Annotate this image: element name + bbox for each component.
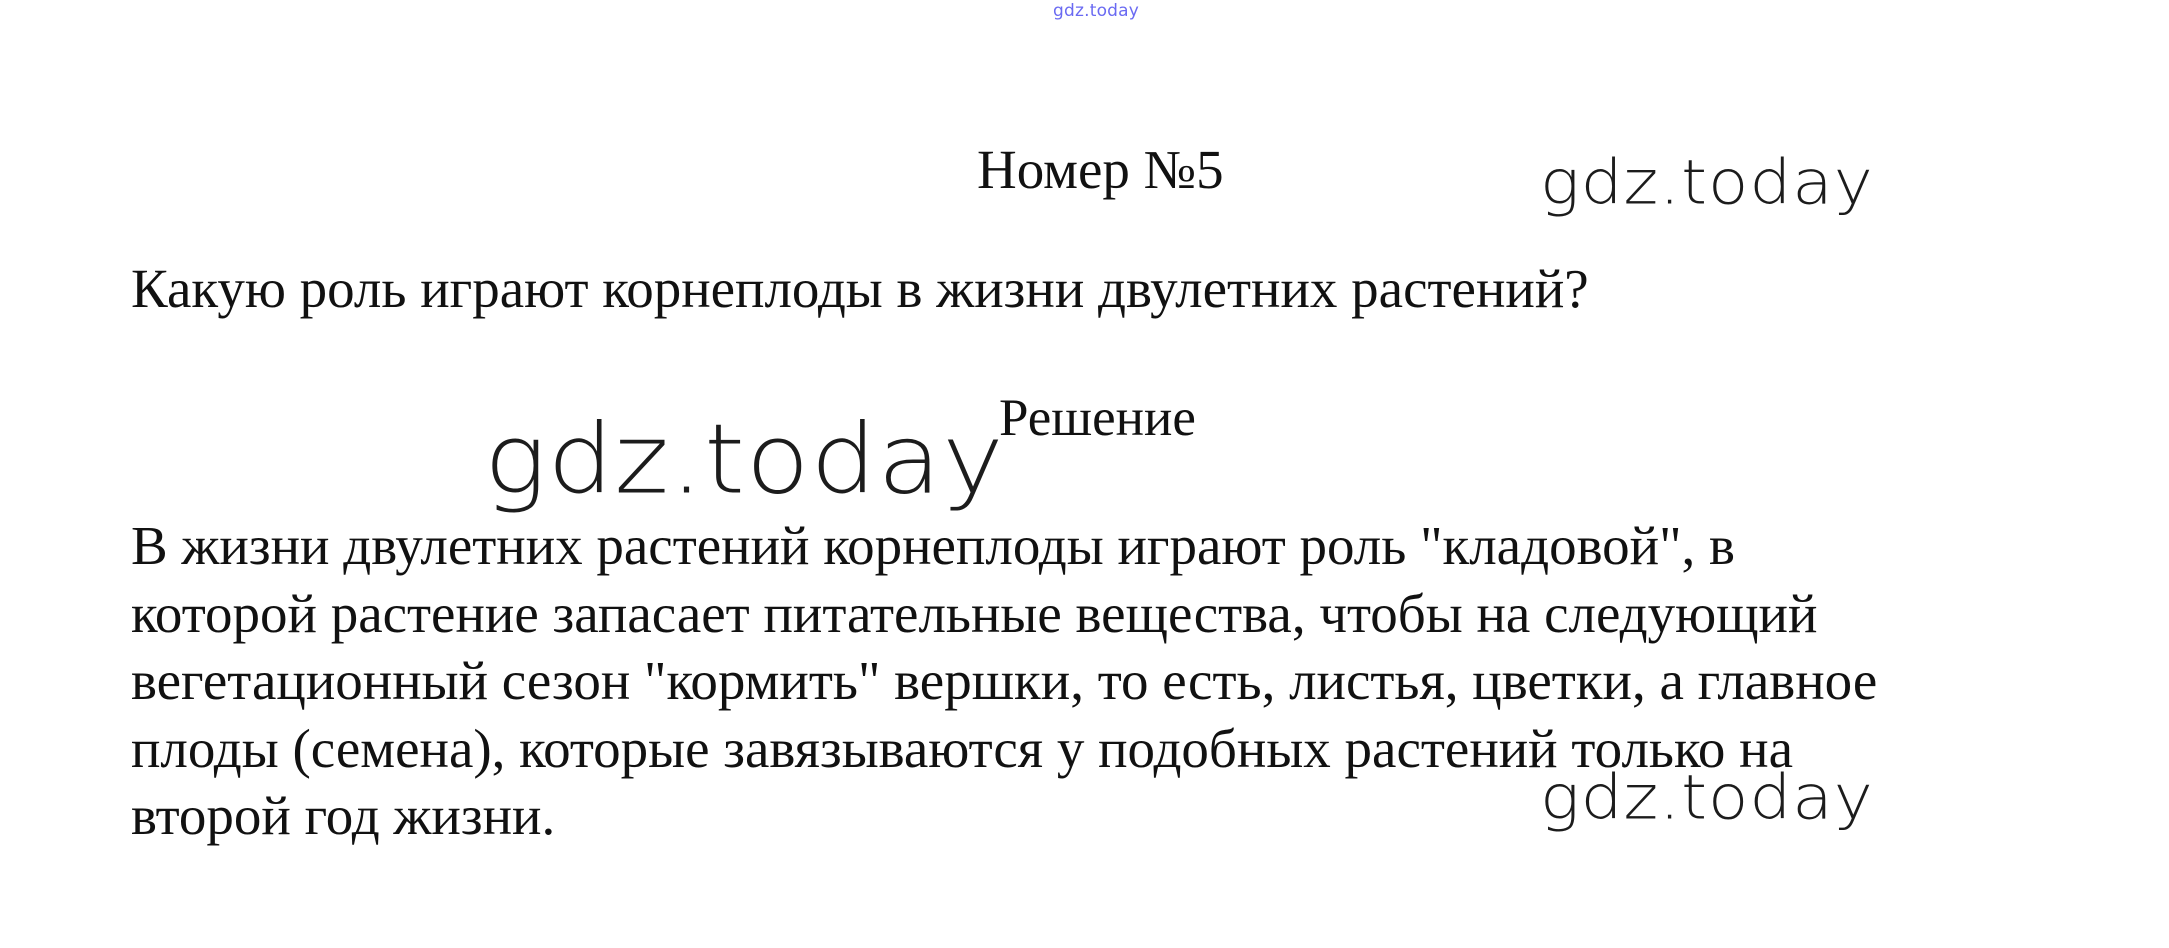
- watermark-large: gdz.today: [484, 402, 1005, 516]
- task-question: Какую роль играют корнеплоды в жизни двулетних растений?: [131, 258, 1589, 319]
- answer-line: плоды (семена), которые завязываются у подобных растений только на: [131, 717, 1794, 779]
- answer-line: вегетационный сезон "кормить" вершки, то есть, листья, цветки, а главное: [131, 650, 1878, 711]
- site-link[interactable]: gdz.today: [1053, 1, 1140, 21]
- watermark-top-right: gdz.today: [1540, 146, 1874, 219]
- answer-line: В жизни двулетних растений корнеплоды играют роль "кладовой", в: [131, 515, 1736, 576]
- task-title: Номер №5: [977, 139, 1224, 200]
- watermark-bottom-right: gdz.today: [1540, 761, 1874, 834]
- answer-line: которой растение запасает питательные вещества, чтобы на следующий: [131, 582, 1818, 644]
- solution-heading: Решение: [999, 389, 1196, 447]
- answer-line: второй год жизни.: [131, 785, 556, 846]
